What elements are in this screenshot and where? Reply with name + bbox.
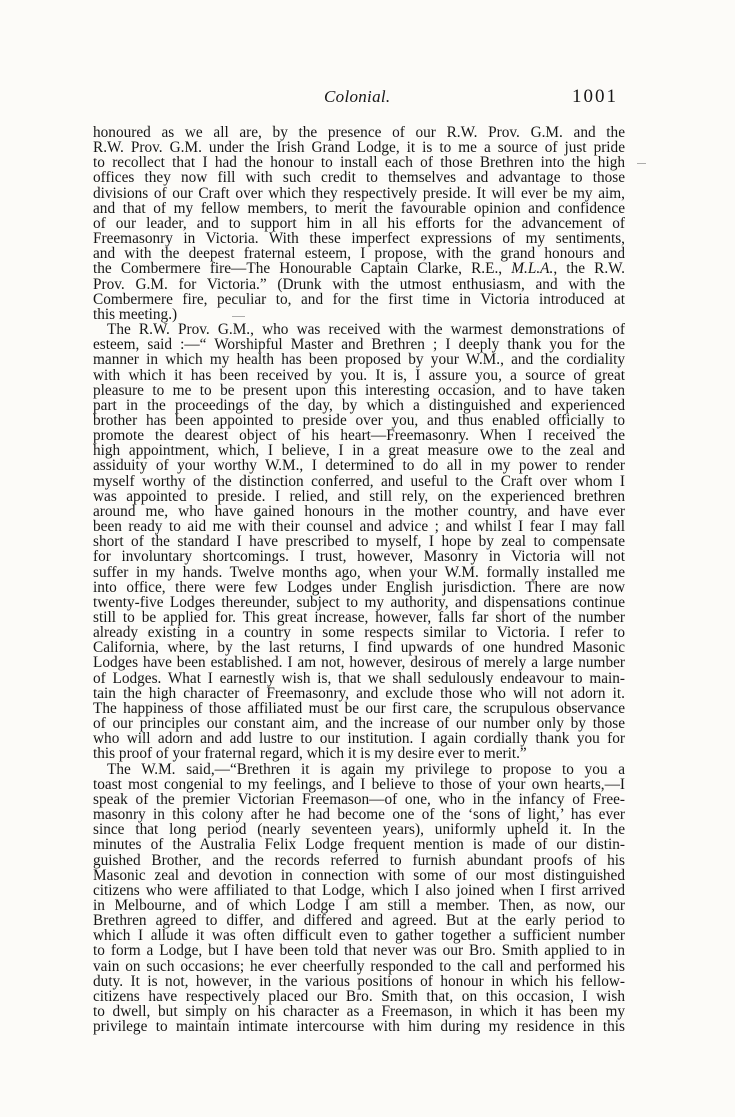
text-line: twenty-five Lodges thereunder, subject to my authority, and dispensations continue: [93, 593, 625, 611]
text-line: this proof of your fraternal regard, which it is my desire ever to merit.”: [93, 745, 527, 763]
text-line: speak of the premier Victorian Freemason—of one, who in the infancy of Free-: [93, 790, 625, 808]
text-line: to form a Lodge, but I have been told that never was our Bro. Smith applied to in: [93, 942, 625, 960]
italic-abbreviation: M.L.A.: [511, 260, 554, 278]
text-line: in Melbourne, and of which Lodge I am still a member. Then, as now, our: [93, 896, 625, 914]
text-line: Freemasonry in Victoria. With these imperfect expressions of my sentiments,: [93, 230, 625, 248]
text-line: [93, 261, 625, 276]
text-line: tain the high character of Freemasonry, and exclude those who will not adorn it.: [93, 684, 625, 702]
text-line: honoured as we all are, by the presence of our R.W. Prov. G.M. and the: [93, 124, 625, 141]
text-line: Masonic zeal and devotion in connection with some of our most distinguished: [93, 866, 625, 884]
text-line: pleasure to me to be present upon this interesting occasion, and to have taken: [93, 381, 625, 399]
text-line: R.W. Prov. G.M. under the Irish Grand Lodge, it is to me a source of just pride: [93, 139, 625, 157]
text-line: of Lodges. What I earnestly wish is, that we shall sedulously endeavour to main-: [93, 669, 625, 687]
text-line: Brethren agreed to differ, and differed and agreed. But at the early period to: [93, 912, 625, 930]
text-line: since that long period (nearly seventeen years), uniformly upheld it. In the: [93, 821, 625, 839]
text-line: Combermere fire, peculiar to, and for the first time in Victoria introduced at: [93, 290, 625, 308]
text-line: which I allude it was often difficult even to gather together a sufficient number: [93, 927, 625, 945]
text-line: The happiness of those affiliated must be our first care, the scrupulous observance: [93, 699, 625, 717]
text-line: into office, there were few Lodges under English jurisdiction. There are now: [93, 578, 625, 596]
text-line: The R.W. Prov. G.M., who was received with the warmest demonstrations of: [107, 321, 625, 339]
text-line: brother has been appointed to preside over you, and thus enabled officially to: [93, 411, 625, 429]
text-line: part in the proceedings of the day, by which a distinguished and experienced: [93, 396, 625, 414]
text-line: privilege to maintain intimate intercourse with him during my residence in this: [93, 1018, 625, 1036]
text-line: for involuntary shortcomings. I trust, however, Masonry in Victoria will not: [93, 548, 625, 566]
text-line: assiduity of your worthy W.M., I determined to do all in my power to render: [93, 457, 625, 475]
running-head: [0, 0, 735, 118]
text-line: masonry in this colony after he had become one of the ‘sons of light,’ has ever: [93, 806, 625, 824]
text-line: of our principles our constant aim, and the increase of our number only by those: [93, 715, 625, 733]
text-line: citizens have respectively placed our Bro. Smith that, on this occasion, I wish: [93, 987, 625, 1005]
text-line: vain on such occasions; he ever cheerfully responded to the call and performed his: [93, 957, 625, 975]
text-line: guished Brother, and the records referred to furnish abundant proofs of his: [93, 851, 625, 869]
text-line: The W.M. said,—“Brethren it is again my privilege to propose to you a: [107, 760, 625, 778]
text-line: around me, who have gained honours in the mother country, and have ever: [93, 502, 625, 520]
text-line: divisions of our Craft over which they respectively preside. It will ever be my aim,: [93, 184, 625, 202]
text-line: duty. It is not, however, in the various positions of honour in which his fellow-: [93, 972, 625, 990]
paragraph: [93, 762, 625, 1035]
text-line: been ready to aid me with their counsel and advice ; and whilst I fear I may fall: [93, 518, 625, 536]
text-line: suffer in my hands. Twelve months ago, when your W.M. formally installed me: [93, 563, 625, 581]
text-line: and that of my fellow members, to merit the favourable opinion and confidence: [93, 199, 625, 217]
text-line: Lodges have been established. I am not, however, desirous of merely a large number: [93, 654, 625, 672]
text-segment: , the R.W.: [553, 260, 626, 278]
text-line: short of the standard I have prescribed to myself, I hope by zeal to compensate: [93, 533, 625, 551]
page-number: 1001: [572, 86, 618, 107]
text-line: high appointment, which, I believe, I in a great measure owe to the zeal and: [93, 442, 625, 460]
text-line: offices they now fill with such credit to themselves and advantage to those: [93, 169, 625, 187]
text-segment: the Combermere fire—The Honourable Captain Clarke, R.E.,: [93, 260, 512, 278]
text-line: manner in which my health has been proposed by your W.M., and the cordiality: [93, 351, 625, 369]
paragraph: [93, 125, 625, 322]
text-line: esteem, said :—“ Worshipful Master and Brethren ; I deeply thank you for the: [93, 336, 625, 354]
text-line: was appointed to preside. I relied, and still rely, on the experienced brethren: [93, 487, 625, 505]
text-line: myself worthy of the distinction conferred, and useful to the Craft over whom I: [93, 472, 625, 490]
pencil-mark: [637, 163, 646, 164]
article-body: [93, 125, 625, 1034]
section-title: Colonial.: [324, 87, 391, 106]
text-line: toast most congenial to my feelings, and I believe to those of your own hearts,—I: [93, 775, 625, 793]
text-line: citizens who were affiliated to that Lodge, which I also joined when I first arrived: [93, 881, 625, 899]
text-line: and with the deepest fraternal esteem, I propose, with the grand honours and: [93, 245, 625, 263]
text-line: of our leader, and to support him in all his efforts for the advancement of: [93, 214, 625, 232]
text-line: this meeting.): [93, 305, 178, 323]
text-line: already existing in a country in some respects similar to Victoria. I refer to: [93, 624, 625, 642]
paragraph: [93, 322, 625, 762]
text-line: Prov. G.M. for Victoria.” (Drunk with the utmost enthusiasm, and with the: [93, 275, 625, 293]
text-line: who will adorn and add lustre to our institution. I again cordially thank you for: [93, 730, 625, 748]
text-line: with which it has been received by you. It is, I assure you, a source of great: [93, 366, 625, 384]
text-line: to recollect that I had the honour to install each of those Brethren into the high: [93, 154, 625, 172]
text-line: to dwell, but simply on his character as a Freemason, in which it has been my: [93, 1003, 625, 1021]
text-line: California, where, by the last returns, I find upwards of one hundred Masonic: [93, 639, 625, 657]
text-line: promote the dearest object of his heart—Freemasonry. When I received the: [93, 427, 625, 445]
text-line: still to be applied for. This great increase, however, falls far short of the number: [93, 609, 625, 626]
text-line: minutes of the Australia Felix Lodge frequent mention is made of our distin-: [93, 836, 625, 854]
